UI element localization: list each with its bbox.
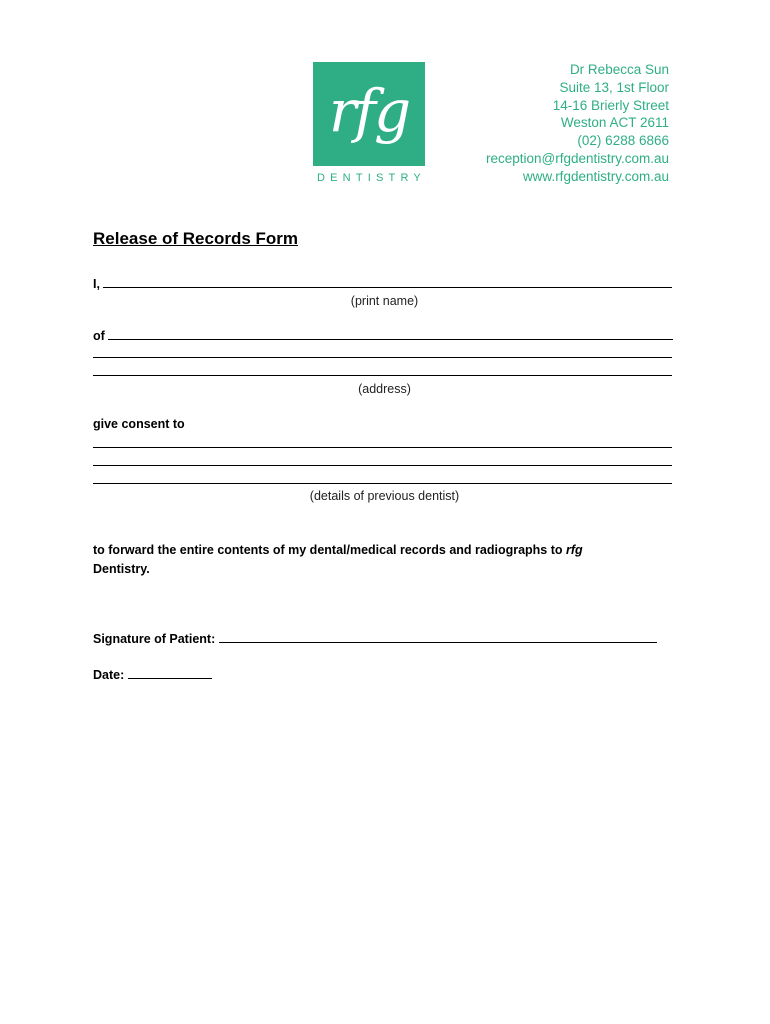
form-title: Release of Records Form [93,229,299,248]
statement-part-2: Dentistry. [93,562,150,576]
signature-field[interactable] [219,631,657,643]
address-row-2 [93,346,676,361]
consent-statement [93,541,676,579]
address-prefix: of [93,329,105,343]
address-row-1 [93,328,676,343]
contact-block [486,61,669,186]
dentist-field-line-3[interactable] [93,472,672,484]
address-field-line-1[interactable] [108,328,673,340]
print-name-field[interactable] [103,276,672,288]
logo-box [313,62,425,166]
date-label: Date: [93,668,125,682]
consent-label: give consent to [93,417,185,431]
statement-part-1: to forward the entire contents of my dental/medical records and radiographs to [93,543,566,557]
consent-row [93,417,676,431]
name-prefix: I, [93,277,100,291]
address-row-3 [93,364,676,379]
contact-phone: (02) 6288 6866 [577,133,669,149]
date-row [93,667,676,682]
signature-row [93,631,676,646]
address-hint: (address) [358,382,411,396]
rfg-dentistry-logo [313,62,429,184]
signature-label: Signature of Patient: [93,632,216,646]
contact-website: www.rfgdentistry.com.au [522,168,669,184]
dentist-row-1 [93,436,676,451]
logo-caption: DENTISTRY [317,172,426,184]
contact-street: 14-16 Brierly Street [552,97,669,113]
address-field-line-2[interactable] [93,346,672,358]
address-field-line-3[interactable] [93,364,672,376]
dentist-row-2 [93,454,676,469]
contact-email: reception@rfgdentistry.com.au [485,150,669,166]
print-name-hint: (print name) [350,294,419,308]
statement-brand: rfg [566,543,583,557]
dentist-field-line-2[interactable] [93,454,672,466]
logo-mark: rfg [328,77,410,145]
contact-name: Dr Rebecca Sun [569,62,669,77]
contact-suburb: Weston ACT 2611 [560,115,669,131]
date-field[interactable] [128,667,212,679]
dentist-field-line-1[interactable] [93,436,672,448]
name-row [93,276,676,291]
dentist-row-3 [93,472,676,487]
previous-dentist-hint: (details of previous dentist) [309,489,460,503]
contact-suite: Suite 13, 1st Floor [559,79,669,95]
